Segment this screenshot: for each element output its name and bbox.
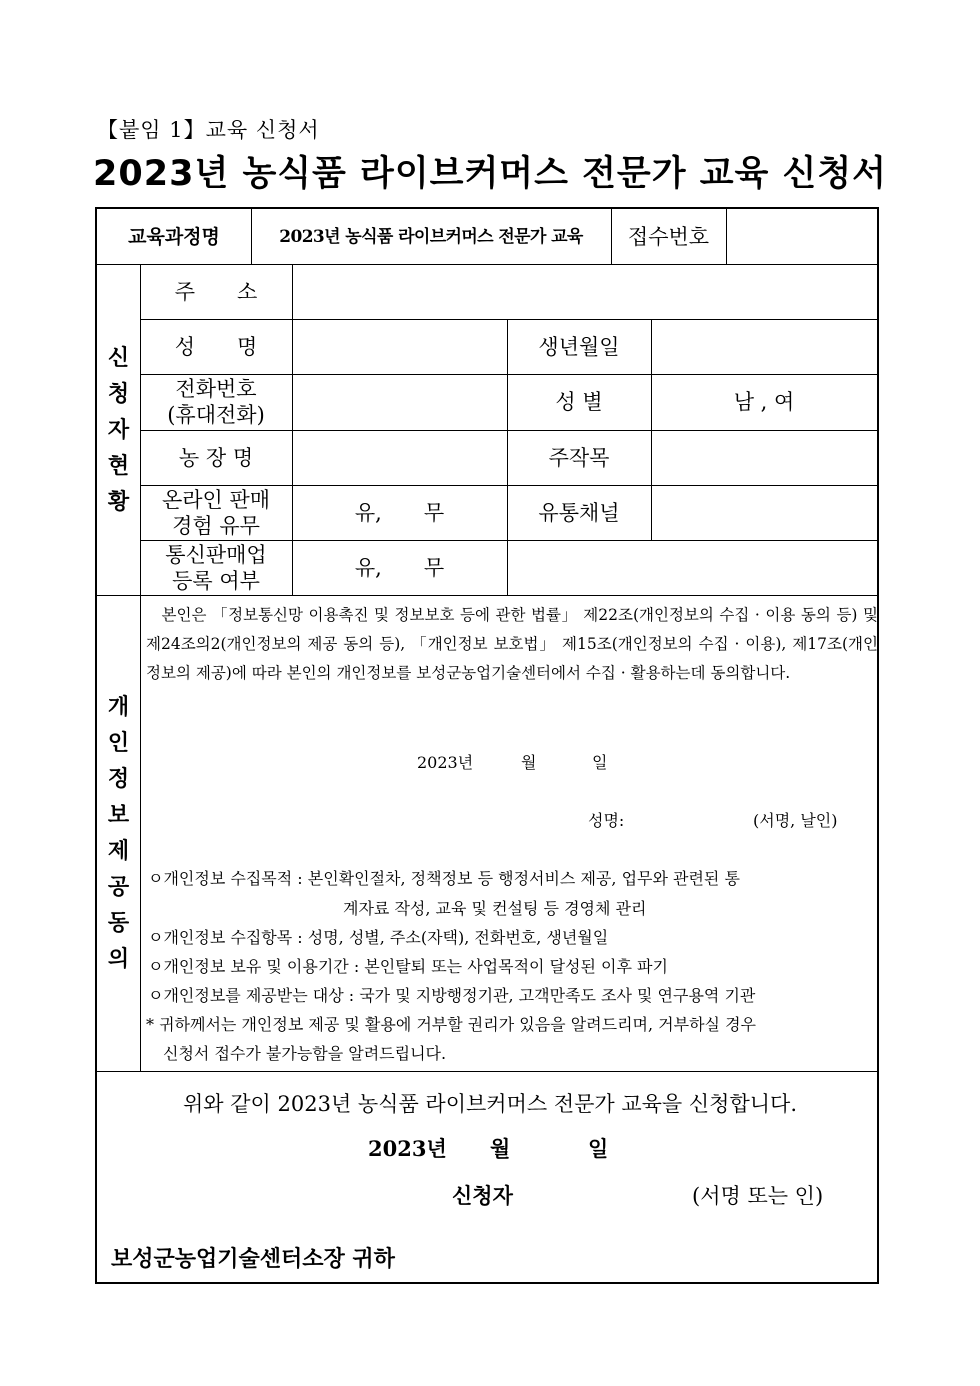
consent-date-month: 월	[521, 753, 537, 772]
closing-date-month: 월	[490, 1136, 511, 1161]
consent-section-label: 개 인 정 보 제 공 동 의	[107, 694, 130, 972]
consent-notice-cont: 신청서 접수가 불가능함을 알려드립니다.	[163, 1044, 447, 1063]
closing-statement: 위와 같이 2023년 농식품 라이브커머스 전문가 교육을 신청합니다.	[183, 1092, 797, 1116]
applicant-sign-label: 신청자	[452, 1183, 513, 1208]
application-form	[95, 207, 879, 1284]
applicant-sign-note: (서명 또는 인)	[692, 1184, 824, 1208]
mail-order-blank	[507, 540, 877, 595]
consent-sign-label: 성명:	[588, 811, 625, 830]
name-label: 성 명	[174, 334, 258, 359]
consent-notice: * 귀하께서는 개인정보 제공 및 활용에 거부할 권리가 있음을 알려드리며, 거부하실 경우	[146, 1015, 756, 1034]
consent-period: ㅇ개인정보 보유 및 이용기간 : 본인탈퇴 또는 사업목적이 달성된 이후 파기	[148, 957, 668, 976]
closing-date-day: 일	[588, 1136, 609, 1161]
mail-order-label: 통신판매업 등록 여부	[165, 542, 267, 593]
course-value: 2023년 농식품 라이브커머스 전문가 교육	[279, 226, 583, 247]
phone-label: 전화번호 (휴대전화)	[167, 377, 265, 427]
consent-items: ㅇ개인정보 수집항목 : 성명, 성별, 주소(자택), 전화번호, 생년월일	[148, 928, 609, 947]
online-sales-label: 온라인 판매 경험 유무	[161, 487, 271, 538]
mail-order-choice[interactable]: 유, 무	[354, 555, 445, 580]
document-title: 2023년 농식품 라이브커머스 전문가 교육 신청서	[93, 154, 887, 194]
receipt-label: 접수번호	[627, 224, 710, 249]
consent-date-year: 2023년	[417, 753, 474, 772]
channel-field[interactable]	[651, 485, 877, 540]
birth-label: 생년월일	[538, 334, 620, 359]
receipt-number-field[interactable]	[726, 209, 877, 264]
crop-label: 주작목	[548, 445, 610, 470]
consent-purpose: ㅇ개인정보 수집목적 : 본인확인절차, 정책정보 등 행정서비스 제공, 업무와 관련된 통	[148, 869, 740, 888]
address-label: 주 소	[174, 279, 258, 304]
consent-sign-note: (서명, 날인)	[753, 811, 838, 830]
consent-recipients: ㅇ개인정보를 제공받는 대상 : 국가 및 지방행정기관, 고객만족도 조사 및 연구용역 기관	[148, 986, 756, 1005]
course-label: 교육과정명	[128, 225, 220, 248]
online-sales-choice[interactable]: 유, 무	[354, 500, 445, 525]
birth-field[interactable]	[651, 319, 877, 374]
address-field[interactable]	[292, 264, 877, 319]
attachment-label: 【붙임 1】교육 신청서	[97, 118, 320, 142]
farm-label: 농 장 명	[178, 445, 254, 470]
consent-purpose-cont: 계자료 작성, 교육 및 컨설팅 등 경영체 관리	[343, 899, 647, 918]
consent-date-day: 일	[592, 753, 608, 772]
phone-field[interactable]	[292, 374, 507, 430]
crop-field[interactable]	[651, 430, 877, 485]
consent-paragraph: 본인은 「정보통신망 이용촉진 및 정보보호 등에 관한 법률」 제22조(개인정보의 수집 · 이용 동의 등) 및 제24조의2(개인정보의 제공 동의 등), 「개인정보 보호법」 제15조(개인정보의 수집 · 이용), 제17조(개인정보의 제공)에 따라 본인의 개인정보를 보성군농업기술센터에서 수집 · 활용하는데 동의합니다.	[146, 606, 878, 682]
gender-label: 성 별	[555, 390, 603, 414]
farm-field[interactable]	[292, 430, 507, 485]
applicant-section-label: 신 청 자 현 황	[107, 344, 130, 515]
name-field[interactable]	[292, 319, 507, 374]
addressee: 보성군농업기술센터소장 귀하	[111, 1246, 395, 1272]
gender-choice[interactable]: 남 , 여	[733, 390, 795, 414]
closing-date-year: 2023년	[368, 1136, 447, 1161]
channel-label: 유통채널	[538, 500, 620, 525]
